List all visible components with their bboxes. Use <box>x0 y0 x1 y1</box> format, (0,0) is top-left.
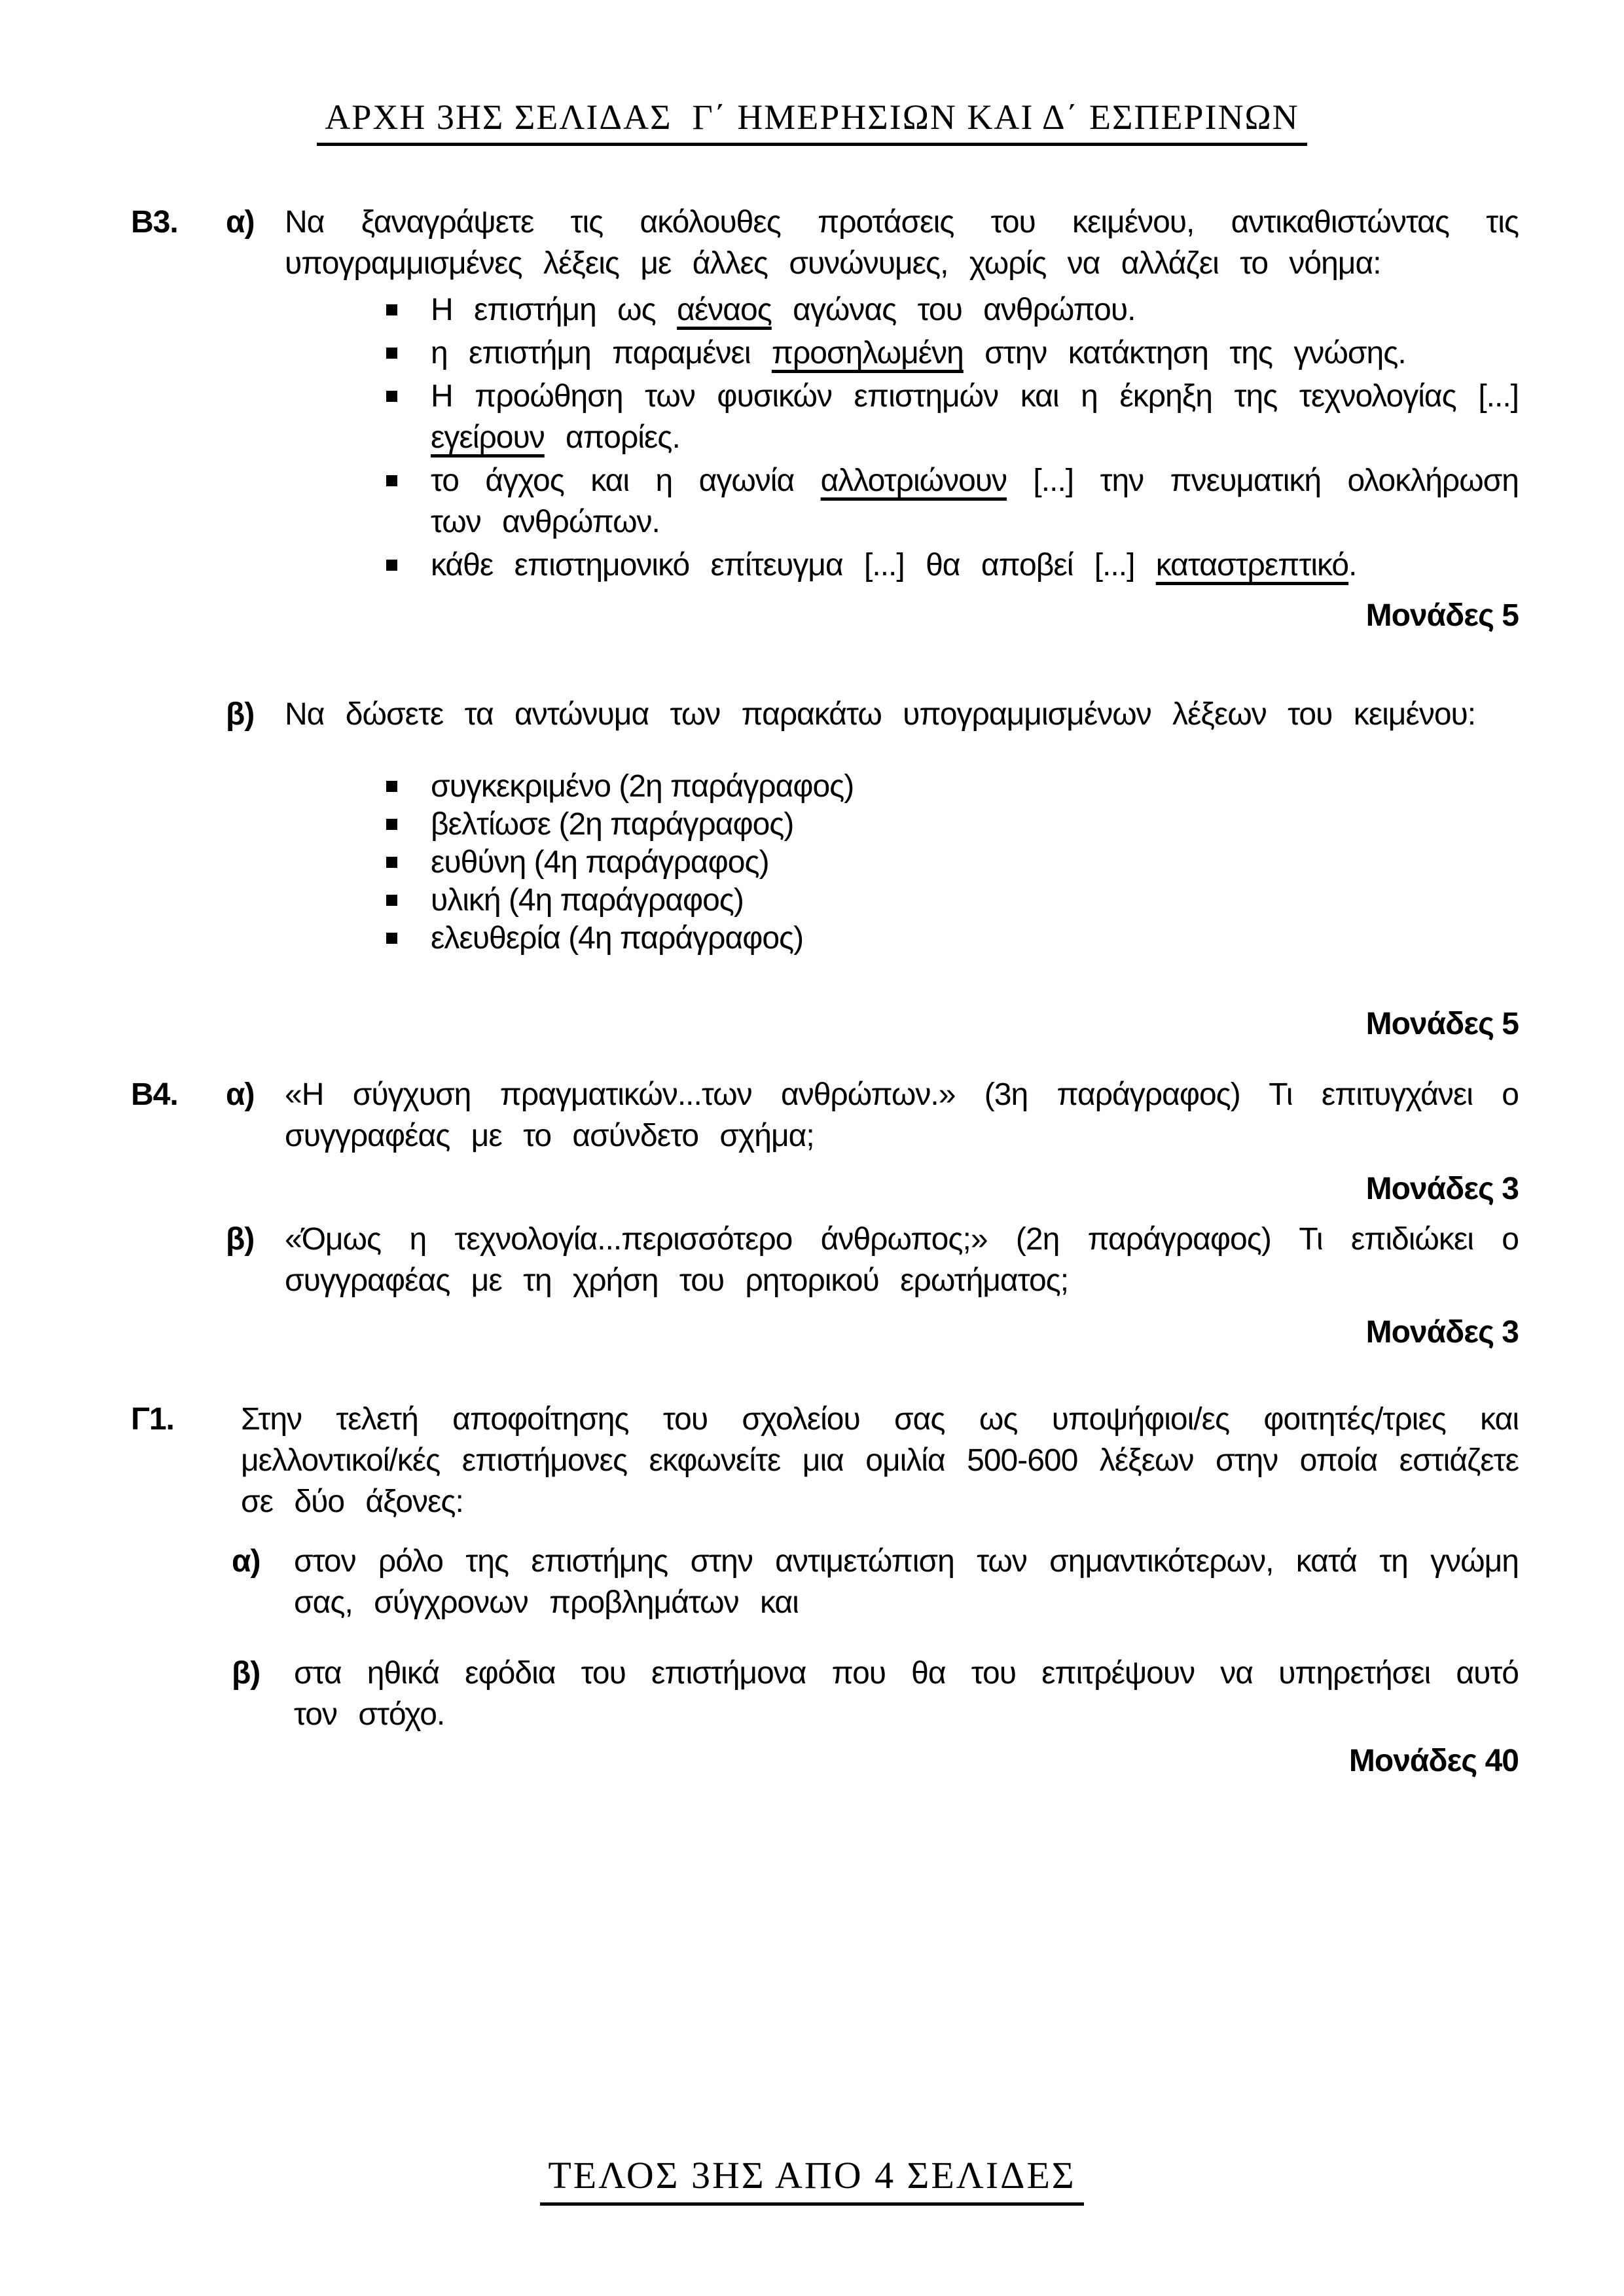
bullet-text: κάθε επιστημονικό επίτευγμα [...] θα αποβεί [...] καταστρεπτικό. <box>431 548 1357 583</box>
bullet-marker-icon <box>386 857 397 868</box>
footer-title: ΤΕΛΟΣ 3ΗΣ ΑΠΟ 4 ΣΕΛΙΔΕΣ <box>540 2153 1083 2206</box>
bullet-marker-icon <box>386 895 397 906</box>
points-b4a: Μονάδες 3 <box>1365 1172 1519 1206</box>
question-g1-label: Γ1. <box>131 1402 174 1437</box>
bullet-text: Η επιστήμη ως αέναος αγώνας του ανθρώπου. <box>431 293 1136 327</box>
list-item <box>386 768 1519 806</box>
bullet-marker-icon <box>386 933 397 944</box>
bullet-marker-icon <box>386 475 397 486</box>
question-b3b-text: Να δώσετε τα αντώνυμα των παρακάτω υπογραμμισμένων λέξεων του κειμένου: <box>285 697 1476 732</box>
points-b4b: Μονάδες 3 <box>1365 1315 1519 1350</box>
question-g1a-label: α) <box>232 1544 261 1579</box>
question-g1a <box>232 1541 1519 1623</box>
question-b3b-label: β) <box>226 697 255 732</box>
question-g1-text: Στην τελετή αποφοίτησης του σχολείου σας ως υποψήφιοι/ες φοιτητές/τριες και μελλοντικοί/κές επιστήμονες εκφωνείτε μια ομιλία 500-600 λέξεων στην οποία εστιάζετε σε δύο άξονες: <box>241 1402 1519 1519</box>
list-item <box>386 460 1519 543</box>
bullet-marker-icon <box>386 348 397 359</box>
page-content <box>131 139 1519 1782</box>
question-g1b <box>232 1653 1519 1735</box>
bullet-marker-icon <box>386 781 397 792</box>
question-g1b-text: στα ηθικά εφόδια του επιστήμονα που θα του επιτρέψουν να υπηρετήσει αυτό τον στόχο. <box>294 1656 1519 1732</box>
bullet-marker-icon <box>386 819 397 830</box>
bullet-marker-icon <box>386 391 397 402</box>
question-b3-label: Β3. <box>131 205 178 240</box>
points-b3b: Μονάδες 5 <box>1365 1007 1519 1041</box>
bullet-marker-icon <box>386 560 397 571</box>
question-b3a-label: α) <box>226 205 255 240</box>
page-header <box>0 97 1624 146</box>
question-b4b <box>131 1219 1519 1301</box>
list-item <box>386 844 1519 882</box>
bullet-text: Η προώθηση των φυσικών επιστημών και η έκρηξη της τεχνολογίας [...] εγείρουν απορίες. <box>431 379 1519 455</box>
question-b4b-text: «Όμως η τεχνολογία...περισσότερο άνθρωπος;» (2η παράγραφος) Τι επιδιώκει ο συγγραφέας με τη χρήση του ρητορικού ερωτήματος; <box>285 1222 1519 1298</box>
question-b3a <box>131 202 1519 284</box>
b3a-bullet-list <box>131 289 1519 586</box>
bullet-text: η επιστήμη παραμένει προσηλωμένη στην κατάκτηση της γνώσης. <box>431 336 1406 370</box>
question-b4a <box>131 1074 1519 1157</box>
question-b3a-text: Να ξαναγράψετε τις ακόλουθες προτάσεις του κειμένου, αντικαθιστώντας τις υπογραμμισμένες λέξεις με άλλες συνώνυμες, χωρίς να αλλάζει το νόημα: <box>285 205 1519 281</box>
question-b4-label: Β4. <box>131 1077 178 1112</box>
page-footer <box>0 2153 1624 2206</box>
question-g1b-label: β) <box>232 1656 261 1691</box>
list-item <box>386 545 1519 586</box>
question-g1 <box>131 1399 1519 1522</box>
word-item: υλική (4η παράγραφος) <box>431 883 744 918</box>
word-item: ελευθερία (4η παράγραφος) <box>431 921 804 956</box>
question-b4a-label: α) <box>226 1077 255 1112</box>
word-item: βελτίωσε (2η παράγραφος) <box>431 807 794 842</box>
word-item: ευθύνη (4η παράγραφος) <box>431 845 769 880</box>
b3b-word-list <box>131 768 1519 958</box>
list-item <box>386 806 1519 844</box>
list-item <box>386 289 1519 331</box>
question-b4b-label: β) <box>226 1222 255 1257</box>
bullet-marker-icon <box>386 304 397 315</box>
bullet-text: το άγχος και η αγωνία αλλοτριώνουν [...] την πνευματική ολοκλήρωση των ανθρώπων. <box>431 463 1519 539</box>
header-title: ΑΡΧΗ 3ΗΣ ΣΕΛΙΔΑΣ Γ΄ ΗΜΕΡΗΣΙΩΝ ΚΑΙ Δ΄ ΕΣΠΕΡΙΝΩΝ <box>317 97 1307 146</box>
question-b3b <box>131 694 1519 735</box>
question-g1a-text: στον ρόλο της επιστήμης στην αντιμετώπιση των σημαντικότερων, κατά τη γνώμη σας, σύγχρονων προβλημάτων και <box>294 1544 1519 1620</box>
list-item <box>386 882 1519 920</box>
list-item <box>386 332 1519 374</box>
list-item <box>386 920 1519 958</box>
points-b3a: Μονάδες 5 <box>1365 598 1519 633</box>
word-item: συγκεκριμένο (2η παράγραφος) <box>431 769 854 804</box>
list-item <box>386 376 1519 458</box>
points-g1: Μονάδες 40 <box>1348 1744 1519 1778</box>
question-b4a-text: «Η σύγχυση πραγματικών...των ανθρώπων.» (3η παράγραφος) Τι επιτυγχάνει ο συγγραφέας με το ασύνδετο σχήμα; <box>285 1077 1519 1153</box>
